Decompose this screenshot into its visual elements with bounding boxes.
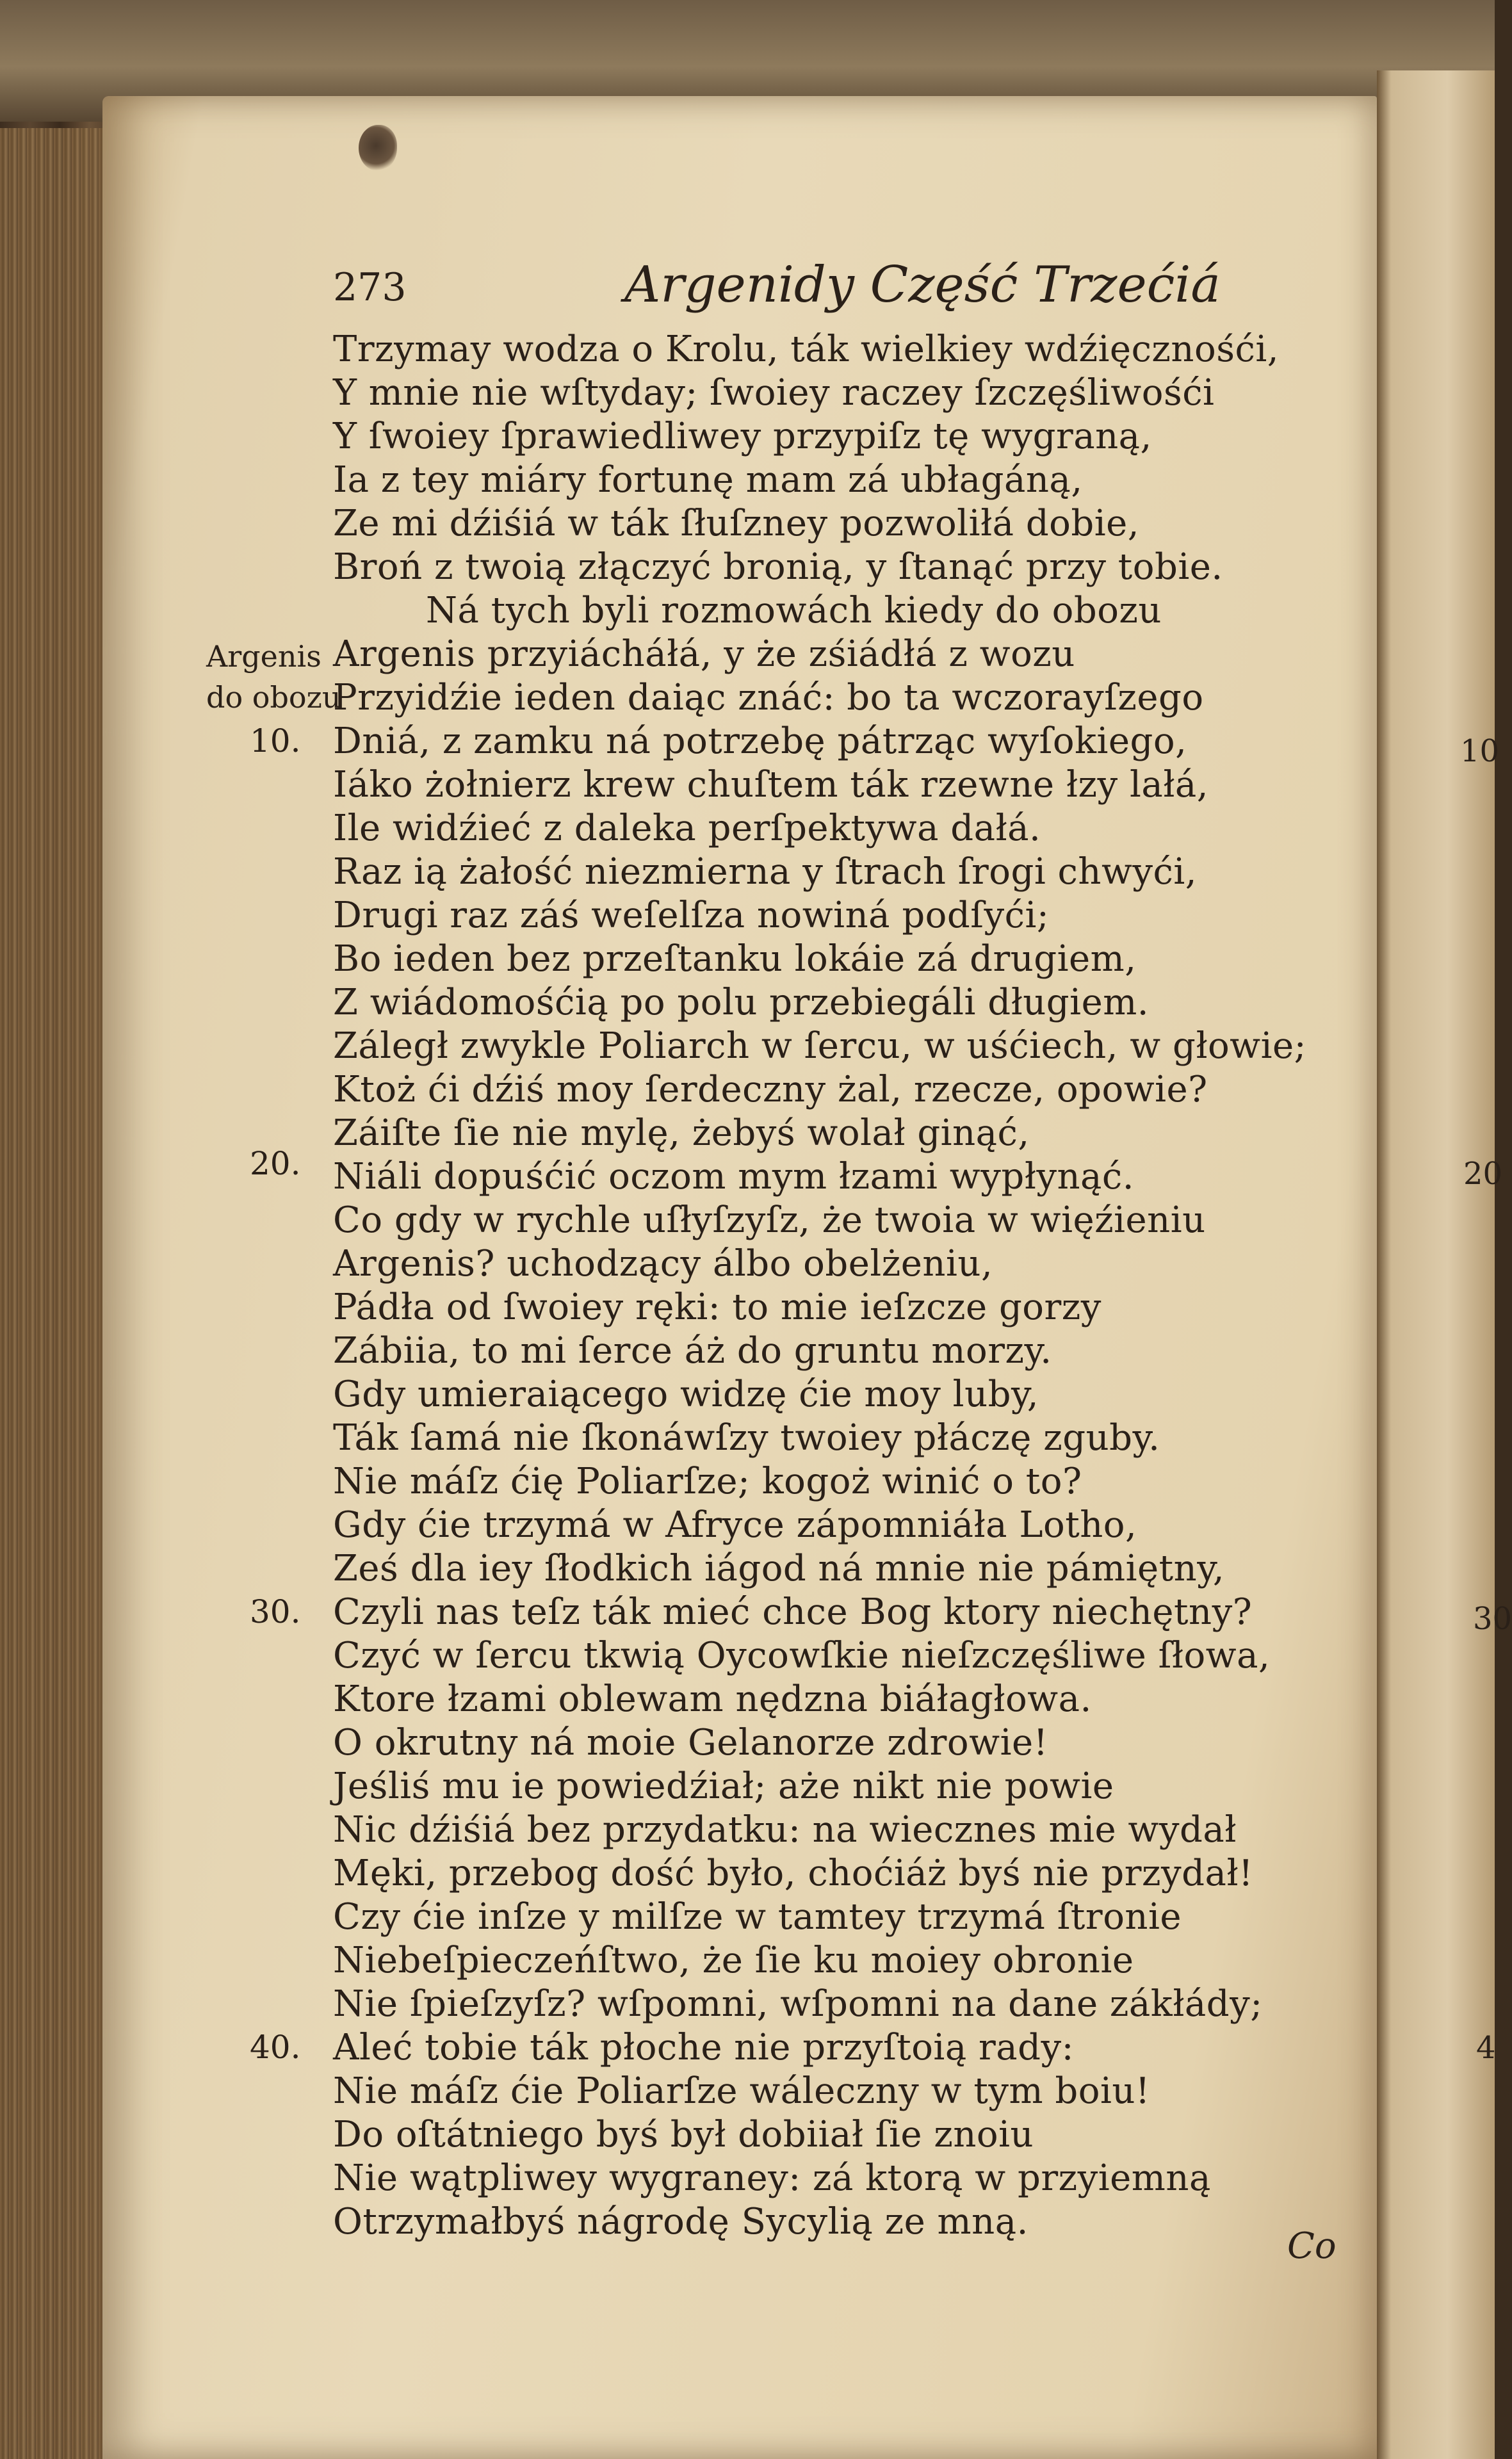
margin-note: do obozu xyxy=(206,680,341,715)
verse-line: Nic dźiśiá bez przydatku: na wiecznes mie wydał xyxy=(333,1809,1237,1851)
verse-line: Czyli nas teſz ták mieć chce Bog ktory niechętny? xyxy=(333,1591,1253,1633)
verse-line: Dniá, z zamku ná potrzebę pátrząc wyſokiego, xyxy=(333,720,1187,762)
verse-line: Gdy ćie trzymá w Afryce zápomniáła Lotho, xyxy=(333,1504,1137,1546)
verse-line: Pádła od ſwoiey ręki: to mie ieſzcze gorzy xyxy=(333,1286,1101,1328)
verse-line: Aleć tobie ták płoche nie przyſtoią rady: xyxy=(333,2027,1075,2068)
catchword: Co xyxy=(1287,2225,1337,2267)
verse-line: Trzymay wodza o Krolu, ták wielkiey wdźięcznośći, xyxy=(333,329,1280,370)
verse-line: Ktore łzami oblewam nędzna biáłagłowa. xyxy=(333,1678,1092,1720)
verse-line: Nie wątpliwey wygraney: zá ktorą w przyiemną xyxy=(333,2157,1211,2199)
verse-line: Czyć w ſercu tkwią Oycowſkie nieſzczęśliwe ſłowa, xyxy=(333,1635,1271,1676)
running-title: Argenidy Część Trzećiá xyxy=(624,256,1221,314)
verse-line: Y ſwoiey ſprawiedliwey przypiſz tę wygraną, xyxy=(333,416,1152,457)
verse-line: Ták ſamá nie ſkonáwſzy twoiey płáczę zguby. xyxy=(333,1417,1160,1459)
verse-line: Przyidźie ieden daiąc znáć: bo ta wczorayſzego xyxy=(333,677,1204,718)
verse-line: Ktoż ći dźiś moy ſerdeczny żal, rzecze, opowie? xyxy=(333,1069,1208,1110)
verse-line: Raz ią żałość niezmierna y ſtrach ſrogi chwyći, xyxy=(333,851,1198,893)
line-number: 40. xyxy=(250,2029,301,2066)
verse-line: Nie máſz ćię Poliarſze; kogoż winić o to? xyxy=(333,1461,1082,1502)
verse-line: Ia z tey miáry fortunę mam zá ubłagáną, xyxy=(333,459,1083,501)
verse-line: Czy ćie inſze y milſze w tamtey trzymá ſtronie xyxy=(333,1896,1182,1938)
verse-line: Argenis? uchodzący álbo obelżeniu, xyxy=(333,1243,993,1285)
verse-line: Drugi raz záś weſelſza nowiná podſyći; xyxy=(333,895,1050,936)
facing-page-line-number: 10 xyxy=(1460,733,1500,769)
line-number: 30. xyxy=(250,1593,301,1630)
verse-line: Záległ zwykle Poliarch w ſercu, w uśćiech, w głowie; xyxy=(333,1025,1307,1067)
verse-line: Niebeſpieczeńſtwo, że ſie ku moiey obronie xyxy=(333,1940,1134,1981)
verse-line: Zábiia, to mi ſerce áż do gruntu morzy. xyxy=(333,1330,1052,1372)
verse-line: Ná tych byli rozmowách kiedy do obozu xyxy=(426,590,1162,631)
verse-line: Nie máſz ćie Poliarſze wáleczny w tym boiu! xyxy=(333,2070,1150,2112)
page-header xyxy=(333,256,1221,327)
verse-line: Ze mi dźiśiá w ták ſłuſzney pozwoliłá dobie, xyxy=(333,503,1140,544)
verse-line: Argenis przyiácháłá, y że zśiádłá z wozu xyxy=(333,633,1075,675)
page-edges xyxy=(0,128,102,2459)
line-number: 20. xyxy=(250,1145,301,1182)
verse-line: Do oſtátniego byś był dobiiał ſie znoiu xyxy=(333,2114,1034,2155)
verse-line: Záiſte ſie nie mylę, żebyś wolał ginąć, xyxy=(333,1112,1030,1154)
verse-line: O okrutny ná moie Gelanorze zdrowie! xyxy=(333,1722,1048,1764)
line-number: 10. xyxy=(250,722,301,759)
ink-blot xyxy=(359,125,397,171)
verse-line: Nie ſpieſzyſz? wſpomni, wſpomni na dane zákłády; xyxy=(333,1983,1263,2025)
facing-page-line-number: 20 xyxy=(1463,1156,1503,1192)
facing-page-line-number: 30 xyxy=(1473,1601,1512,1637)
verse-line: Z wiádomośćią po polu przebiegáli długiem. xyxy=(333,982,1150,1023)
verse-line: Iáko żołnierz krew chuſtem ták rzewne łzy lałá, xyxy=(333,764,1209,806)
verse-line: Męki, przebog dość było, choćiáż byś nie przydał! xyxy=(333,1853,1254,1894)
verse-line: Niáli dopuśćić oczom mym łzami wypłynąć. xyxy=(333,1156,1135,1197)
facing-page-strip xyxy=(1377,70,1495,2459)
verse-line: Co gdy w rychle uſłyſzyſz, że twoia w więźieniu xyxy=(333,1199,1206,1241)
verse-line: Broń z twoią złączyć bronią, y ſtanąć przy tobie. xyxy=(333,546,1223,588)
verse-line: Bo ieden bez przeſtanku lokáie zá drugiem, xyxy=(333,938,1137,980)
page-number: 273 xyxy=(333,265,407,310)
verse-line: Otrzymałbyś nágrodę Sycylią ze mną. xyxy=(333,2201,1028,2243)
verse-line: Ześ dla iey ſłodkich iágod ná mnie nie pámiętny, xyxy=(333,1548,1225,1589)
verse-line: Y mnie nie wſtyday; ſwoiey raczey ſzczęśliwośći xyxy=(333,372,1215,414)
verse-line: Gdy umieraiącego widzę ćie moy luby, xyxy=(333,1374,1039,1415)
verse-line: Jeśliś mu ie powiedźiał; aże nikt nie powie xyxy=(333,1765,1114,1807)
facing-page-line-number: 4 xyxy=(1476,2030,1496,2066)
margin-note: Argenis xyxy=(206,639,321,674)
verse-line: Ile widźieć z daleka perſpektywa dałá. xyxy=(333,807,1041,849)
